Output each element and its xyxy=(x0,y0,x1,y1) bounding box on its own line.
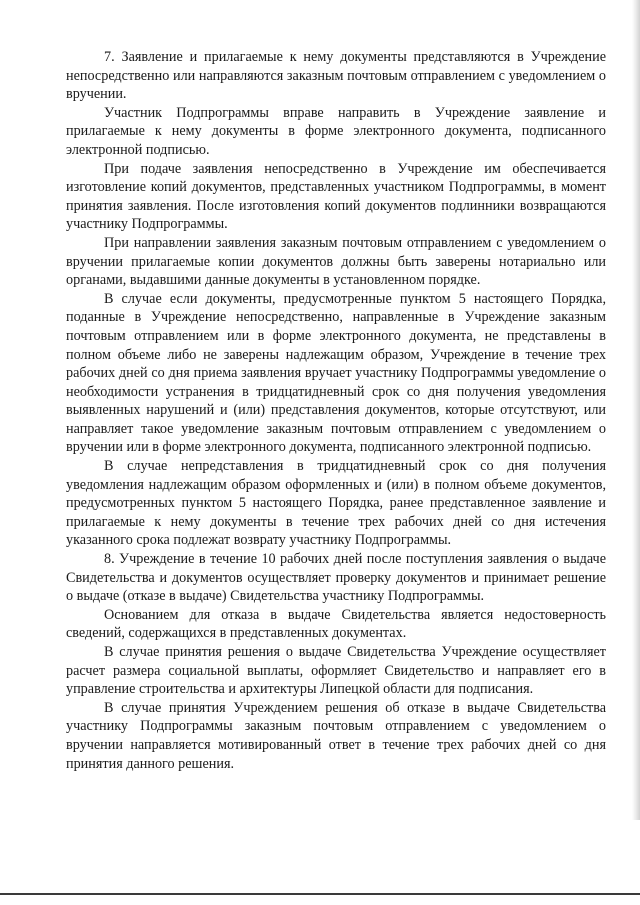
page-bottom-rule xyxy=(0,893,640,895)
paragraph-non-submission: В случае непредставления в тридцатидневный срок со дня получения уведомления надлежащим образом оформленных и (или) в полном объеме документов, предусмотренных пунктом 5 настоящего Порядка, ранее представленное заявление и прилагаемые к нему документы в течение трех рабочих дней со дня истечения указанного срока подлежат возврату участнику Подпрограммы. xyxy=(66,458,606,549)
paragraph-8-review: 8. Учреждение в течение 10 рабочих дней после поступления заявления о выдаче Свидетельства и документов осуществляет проверку документов и принимает решение о выдаче (отказе в выдаче) Свидетельства участнику Подпрограммы. xyxy=(66,551,606,605)
paragraph-7-submission: 7. Заявление и прилагаемые к нему документы представляются в Учреждение непосредственно или направляются заказным почтовым отправлением с уведомлением о вручении. xyxy=(66,49,606,103)
paragraph-postal-submission: При направлении заявления заказным почтовым отправлением с уведомлением о вручении прилагаемые копии документов должны быть заверены нотариально или органами, выдавшими данные документы в установленном порядке. xyxy=(66,234,606,289)
paragraph-refusal-grounds: Основанием для отказа в выдаче Свидетельства является недостоверность сведений, содержащихся в представленных документах. xyxy=(66,606,606,642)
paragraph-issuance-decision: В случае принятия решения о выдаче Свидетельства Учреждение осуществляет расчет размера социальной выплаты, оформляет Свидетельство и направляет его в управление строительства и архитектуры Липецкой области для подписания. xyxy=(66,644,606,698)
paragraph-incomplete-documents: В случае если документы, предусмотренные пунктом 5 настоящего Порядка, поданные в Учреждение непосредственно, направленные в Учреждение заказным почтовым отправлением или в форме электронного документа, не представлены в полном объеме либо не заверены надлежащим образом, Учреждение в течение трех рабочих дней со дня приема заявления вручает участнику Подпрограммы уведомление о необходимости устранения в тридцатидневный срок со дня получения уведомления выявленных нарушений и (или) представления документов, которые отсутствуют, или направляет такое уведомление заказным почтовым отправлением с уведомлением о вручении или в форме электронного документа, подписанного электронной подписью. xyxy=(66,290,606,456)
paragraph-direct-submission: При подаче заявления непосредственно в Учреждение им обеспечивается изготовление копий документов, представленных участником Подпрограммы, в момент принятия заявления. После изготовления копий документов подлинники возвращаются участнику Подпрограммы. xyxy=(66,160,606,233)
scan-edge-shadow xyxy=(632,0,640,820)
paragraph-refusal-decision: В случае принятия Учреждением решения об отказе в выдаче Свидетельства участнику Подпрограммы заказным почтовым отправлением с уведомлением о вручении направляется мотивированный ответ в течение трех рабочих дней со дня принятия данного решения. xyxy=(66,699,606,772)
paragraph-electronic-submission: Участник Подпрограммы вправе направить в Учреждение заявление и прилагаемые к нему документы в форме электронного документа, подписанного электронной подписью. xyxy=(66,104,606,158)
document-body xyxy=(66,48,606,773)
